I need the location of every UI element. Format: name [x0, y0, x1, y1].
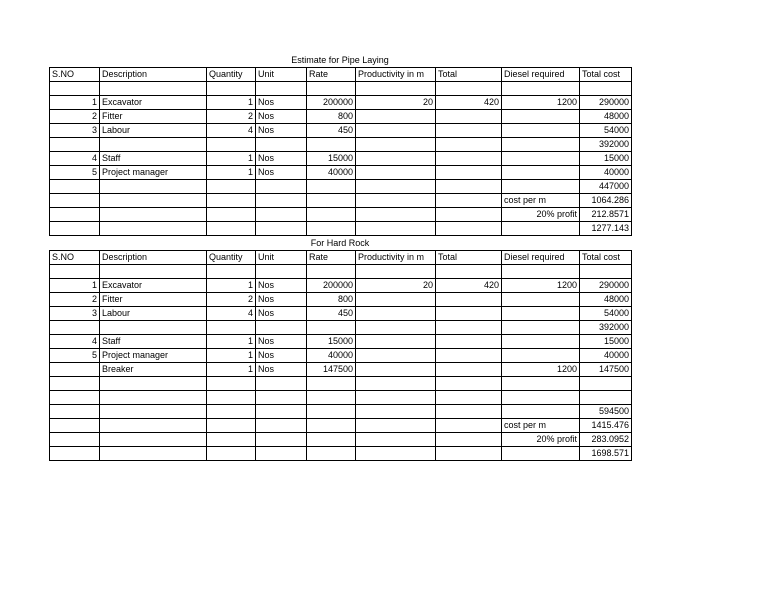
cell-sno [50, 433, 100, 447]
table-row [50, 138, 632, 152]
cell-productivity [356, 138, 436, 152]
cell-total-cost [580, 265, 632, 279]
cell-productivity [356, 293, 436, 307]
cell-quantity [207, 222, 256, 236]
cell-description [100, 194, 207, 208]
cell-sno: 1 [50, 96, 100, 110]
cell-unit: Nos [256, 96, 307, 110]
cell-diesel: cost per m [502, 194, 580, 208]
cell-productivity [356, 433, 436, 447]
cell-total-cost: 212.8571 [580, 208, 632, 222]
header-row [50, 251, 632, 265]
cell-quantity: 4 [207, 307, 256, 321]
cell-diesel: 1200 [502, 279, 580, 293]
cell-quantity: 2 [207, 293, 256, 307]
column-header-description: Description [100, 68, 207, 82]
cell-quantity [207, 391, 256, 405]
cell-description [100, 82, 207, 96]
cell-unit: Nos [256, 124, 307, 138]
table-row [50, 180, 632, 194]
section-title-pipe-laying: Estimate for Pipe Laying [291, 55, 389, 65]
column-header-diesel: Diesel required [502, 251, 580, 265]
cell-total [436, 265, 502, 279]
cell-diesel [502, 349, 580, 363]
cell-rate [307, 377, 356, 391]
table-row [50, 265, 632, 279]
cell-total [436, 124, 502, 138]
cell-total [436, 349, 502, 363]
cell-diesel [502, 166, 580, 180]
cell-diesel [502, 405, 580, 419]
cell-productivity [356, 377, 436, 391]
cell-rate: 15000 [307, 152, 356, 166]
cell-productivity [356, 82, 436, 96]
cell-total: 420 [436, 96, 502, 110]
cell-sno [50, 419, 100, 433]
cell-quantity [207, 377, 256, 391]
cell-description: Fitter [100, 110, 207, 124]
cell-rate: 800 [307, 293, 356, 307]
column-header-quantity: Quantity [207, 68, 256, 82]
cell-description [100, 405, 207, 419]
cell-unit [256, 419, 307, 433]
cell-quantity [207, 180, 256, 194]
cell-productivity [356, 110, 436, 124]
cell-diesel: 1200 [502, 363, 580, 377]
cell-unit: Nos [256, 335, 307, 349]
cell-total [436, 110, 502, 124]
cell-rate: 200000 [307, 279, 356, 293]
cell-productivity [356, 222, 436, 236]
table-row [50, 293, 632, 307]
table-row [50, 433, 632, 447]
cell-productivity [356, 152, 436, 166]
column-header-quantity: Quantity [207, 251, 256, 265]
column-header-sno: S.NO [50, 251, 100, 265]
cell-total-cost: 290000 [580, 279, 632, 293]
cell-total-cost: 1698.571 [580, 447, 632, 461]
cell-diesel [502, 265, 580, 279]
column-header-productivity: Productivity in m [356, 251, 436, 265]
table-row [50, 391, 632, 405]
cell-rate [307, 82, 356, 96]
cell-quantity [207, 138, 256, 152]
column-header-total: Total [436, 68, 502, 82]
cell-sno [50, 82, 100, 96]
cell-total [436, 307, 502, 321]
cell-description: Project manager [100, 166, 207, 180]
cell-description: Fitter [100, 293, 207, 307]
cell-productivity [356, 447, 436, 461]
cell-description [100, 138, 207, 152]
cell-rate [307, 391, 356, 405]
table-row [50, 349, 632, 363]
cell-rate: 450 [307, 124, 356, 138]
cell-unit [256, 265, 307, 279]
cell-quantity: 4 [207, 124, 256, 138]
cell-total [436, 377, 502, 391]
cell-sno [50, 222, 100, 236]
cell-sno: 4 [50, 335, 100, 349]
cell-description: Excavator [100, 279, 207, 293]
cell-productivity [356, 391, 436, 405]
cell-rate [307, 265, 356, 279]
section-title-hard-rock: For Hard Rock [310, 238, 370, 248]
cell-sno: 5 [50, 349, 100, 363]
cell-total-cost: 15000 [580, 335, 632, 349]
cell-quantity [207, 208, 256, 222]
table-row [50, 321, 632, 335]
cell-total-cost [580, 82, 632, 96]
cell-total [436, 222, 502, 236]
cell-description [100, 321, 207, 335]
cell-total [436, 152, 502, 166]
cell-total-cost: 40000 [580, 349, 632, 363]
cell-total [436, 419, 502, 433]
cell-total [436, 433, 502, 447]
cell-total [436, 293, 502, 307]
cell-rate [307, 138, 356, 152]
table-row [50, 110, 632, 124]
cell-total-cost: 1415.476 [580, 419, 632, 433]
cell-unit [256, 138, 307, 152]
cell-productivity [356, 335, 436, 349]
cell-diesel: 1200 [502, 96, 580, 110]
cell-sno [50, 138, 100, 152]
table-row [50, 208, 632, 222]
column-header-rate: Rate [307, 251, 356, 265]
cell-quantity: 1 [207, 335, 256, 349]
column-header-unit: Unit [256, 251, 307, 265]
cell-total-cost: 48000 [580, 110, 632, 124]
cell-total-cost: 147500 [580, 363, 632, 377]
cell-rate [307, 405, 356, 419]
cell-diesel [502, 335, 580, 349]
header-row [50, 68, 632, 82]
cell-sno [50, 265, 100, 279]
cell-productivity [356, 321, 436, 335]
column-header-total-cost: Total cost [580, 68, 632, 82]
cell-diesel [502, 321, 580, 335]
cell-productivity [356, 419, 436, 433]
cell-rate [307, 180, 356, 194]
cell-sno [50, 447, 100, 461]
column-header-sno: S.NO [50, 68, 100, 82]
cell-total [436, 166, 502, 180]
cell-total [436, 391, 502, 405]
cell-total-cost [580, 391, 632, 405]
cell-diesel: 20% profit [502, 433, 580, 447]
cell-sno [50, 391, 100, 405]
cell-quantity: 1 [207, 279, 256, 293]
cell-unit: Nos [256, 293, 307, 307]
cell-sno [50, 194, 100, 208]
column-header-productivity: Productivity in m [356, 68, 436, 82]
cell-sno: 2 [50, 293, 100, 307]
cell-unit [256, 391, 307, 405]
column-header-diesel: Diesel required [502, 68, 580, 82]
cell-diesel [502, 377, 580, 391]
cell-unit: Nos [256, 307, 307, 321]
cell-total [436, 180, 502, 194]
table-row [50, 96, 632, 110]
cell-diesel [502, 222, 580, 236]
cell-description: Project manager [100, 349, 207, 363]
cell-rate: 800 [307, 110, 356, 124]
cell-quantity: 1 [207, 363, 256, 377]
cell-productivity [356, 124, 436, 138]
cell-description [100, 180, 207, 194]
cell-quantity [207, 447, 256, 461]
cell-total [436, 194, 502, 208]
cell-productivity [356, 349, 436, 363]
cell-productivity [356, 363, 436, 377]
cell-diesel [502, 447, 580, 461]
cell-unit: Nos [256, 349, 307, 363]
cell-total-cost: 283.0952 [580, 433, 632, 447]
cell-diesel [502, 307, 580, 321]
cell-total: 420 [436, 279, 502, 293]
cell-total [436, 363, 502, 377]
cell-description [100, 433, 207, 447]
estimate-table-pipe-laying [49, 67, 632, 236]
cell-description: Staff [100, 335, 207, 349]
cell-rate [307, 447, 356, 461]
cell-sno: 3 [50, 307, 100, 321]
cell-total-cost: 392000 [580, 138, 632, 152]
table-row [50, 419, 632, 433]
cell-total-cost: 54000 [580, 307, 632, 321]
column-header-unit: Unit [256, 68, 307, 82]
cell-description [100, 447, 207, 461]
cell-diesel [502, 124, 580, 138]
cell-quantity: 1 [207, 349, 256, 363]
cell-productivity [356, 208, 436, 222]
cell-productivity: 20 [356, 96, 436, 110]
cell-sno [50, 363, 100, 377]
cell-quantity [207, 194, 256, 208]
table-row [50, 363, 632, 377]
cell-productivity [356, 180, 436, 194]
cell-description [100, 377, 207, 391]
cell-diesel [502, 180, 580, 194]
cell-productivity: 20 [356, 279, 436, 293]
cell-rate [307, 208, 356, 222]
table-row [50, 447, 632, 461]
cell-total-cost: 54000 [580, 124, 632, 138]
cell-unit [256, 377, 307, 391]
table-row [50, 405, 632, 419]
cell-total [436, 447, 502, 461]
table-row [50, 82, 632, 96]
cell-total-cost: 15000 [580, 152, 632, 166]
cell-rate [307, 321, 356, 335]
cell-diesel [502, 138, 580, 152]
cell-productivity [356, 166, 436, 180]
cell-total-cost: 40000 [580, 166, 632, 180]
cell-total-cost [580, 377, 632, 391]
estimate-table-hard-rock [49, 250, 632, 461]
cell-description: Excavator [100, 96, 207, 110]
cell-unit [256, 208, 307, 222]
cell-total [436, 321, 502, 335]
table-row [50, 124, 632, 138]
cell-rate [307, 433, 356, 447]
cell-total-cost: 1277.143 [580, 222, 632, 236]
cell-description: Staff [100, 152, 207, 166]
cell-sno: 4 [50, 152, 100, 166]
cell-productivity [356, 194, 436, 208]
cell-quantity [207, 433, 256, 447]
cell-total [436, 405, 502, 419]
cell-unit [256, 433, 307, 447]
cell-rate [307, 419, 356, 433]
cell-description [100, 265, 207, 279]
cell-productivity [356, 307, 436, 321]
cell-rate: 147500 [307, 363, 356, 377]
cell-unit: Nos [256, 279, 307, 293]
cell-sno [50, 208, 100, 222]
cell-description [100, 222, 207, 236]
cell-rate [307, 222, 356, 236]
cell-productivity [356, 405, 436, 419]
cell-sno: 3 [50, 124, 100, 138]
table-row [50, 377, 632, 391]
cell-unit: Nos [256, 110, 307, 124]
cell-quantity: 1 [207, 96, 256, 110]
cell-diesel: 20% profit [502, 208, 580, 222]
cell-quantity [207, 265, 256, 279]
cell-quantity [207, 405, 256, 419]
cell-rate: 200000 [307, 96, 356, 110]
cell-description [100, 419, 207, 433]
cell-sno: 1 [50, 279, 100, 293]
cell-quantity [207, 419, 256, 433]
cell-description [100, 208, 207, 222]
cell-total [436, 82, 502, 96]
cell-diesel [502, 82, 580, 96]
cell-sno [50, 180, 100, 194]
cell-sno [50, 377, 100, 391]
cell-total-cost: 594500 [580, 405, 632, 419]
cell-rate [307, 194, 356, 208]
cell-unit [256, 447, 307, 461]
cell-unit [256, 82, 307, 96]
cell-total-cost: 392000 [580, 321, 632, 335]
cell-sno [50, 405, 100, 419]
cell-description: Breaker [100, 363, 207, 377]
cell-sno: 2 [50, 110, 100, 124]
cell-unit [256, 405, 307, 419]
cell-diesel: cost per m [502, 419, 580, 433]
cell-total-cost: 1064.286 [580, 194, 632, 208]
table-row [50, 166, 632, 180]
column-header-total-cost: Total cost [580, 251, 632, 265]
cell-total [436, 335, 502, 349]
cell-unit: Nos [256, 166, 307, 180]
cell-total-cost: 48000 [580, 293, 632, 307]
cell-unit [256, 222, 307, 236]
cell-total-cost: 290000 [580, 96, 632, 110]
table-row [50, 194, 632, 208]
column-header-total: Total [436, 251, 502, 265]
table-row [50, 279, 632, 293]
cell-quantity [207, 321, 256, 335]
cell-unit: Nos [256, 363, 307, 377]
cell-rate: 40000 [307, 349, 356, 363]
cell-rate: 450 [307, 307, 356, 321]
cell-quantity: 2 [207, 110, 256, 124]
cell-total [436, 208, 502, 222]
cell-description [100, 391, 207, 405]
table-row [50, 222, 632, 236]
cell-description: Labour [100, 124, 207, 138]
cell-sno [50, 321, 100, 335]
cell-quantity: 1 [207, 166, 256, 180]
cell-productivity [356, 265, 436, 279]
cell-rate: 40000 [307, 166, 356, 180]
cell-unit [256, 321, 307, 335]
cell-diesel [502, 152, 580, 166]
cell-total [436, 138, 502, 152]
cell-diesel [502, 391, 580, 405]
column-header-description: Description [100, 251, 207, 265]
cell-quantity [207, 82, 256, 96]
cell-quantity: 1 [207, 152, 256, 166]
cell-total-cost: 447000 [580, 180, 632, 194]
cell-unit [256, 180, 307, 194]
cell-unit [256, 194, 307, 208]
table-row [50, 335, 632, 349]
cell-rate: 15000 [307, 335, 356, 349]
cell-diesel [502, 110, 580, 124]
cell-diesel [502, 293, 580, 307]
table-row [50, 307, 632, 321]
cell-unit: Nos [256, 152, 307, 166]
cell-description: Labour [100, 307, 207, 321]
column-header-rate: Rate [307, 68, 356, 82]
cell-sno: 5 [50, 166, 100, 180]
table-row [50, 152, 632, 166]
